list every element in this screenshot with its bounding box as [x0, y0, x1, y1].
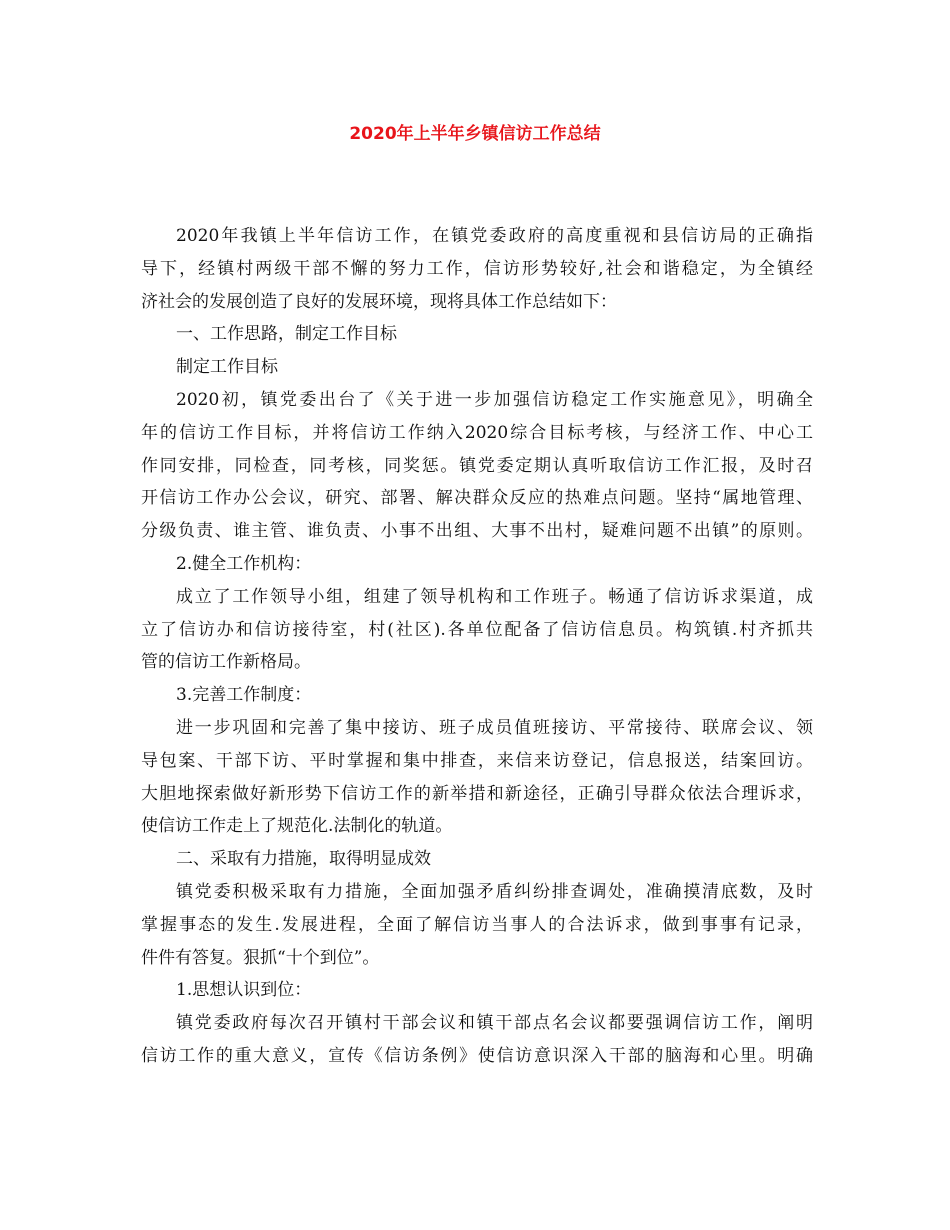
text-line: 3.完善工作制度： [176, 685, 312, 706]
text-line: 件件有答复。狠抓“十个到位”。 [141, 947, 380, 968]
text-line: 一、工作思路，制定工作目标 [176, 324, 397, 345]
text-line: 立了信访办和信访接待室，村(社区).各单位配备了信访信息员。构筑镇.村齐抓共 [141, 619, 813, 640]
text-line: 分级负责、谁主管、谁负责、小事不出组、大事不出村，疑难问题不出镇”的原则。 [141, 521, 813, 542]
text-line: 2020初，镇党委出台了《关于进一步加强信访稳定工作实施意见》，明确全 [176, 389, 813, 410]
text-line: 管的信访工作新格局。 [141, 652, 311, 673]
text-line: 使信访工作走上了规范化.法制化的轨道。 [141, 816, 453, 837]
text-line: 2020年我镇上半年信访工作，在镇党委政府的高度重视和县信访局的正确指 [176, 226, 813, 246]
text-line: 1.思想认识到位： [176, 980, 312, 1001]
text-line: 进一步巩固和完善了集中接访、班子成员值班接访、平常接待、联席会议、领 [176, 717, 813, 738]
text-line: 开信访工作办公会议，研究、部署、解决群众反应的热难点问题。坚持“属地管理、 [141, 488, 813, 509]
document-body [141, 220, 813, 1073]
text-line: 掌握事态的发生.发展进程，全面了解信访当事人的合法诉求，做到事事有记录， [141, 914, 813, 935]
text-line: 2.健全工作机构： [176, 553, 312, 574]
text-line: 济社会的发展创造了良好的发展环境，现将具体工作总结如下： [141, 291, 617, 312]
text-line: 年的信访工作目标，并将信访工作纳入2020综合目标考核，与经济工作、中心工 [141, 422, 813, 443]
text-line: 导包案、干部下访、平时掌握和集中排查，来信来访登记，信息报送，结案回访。 [141, 750, 813, 771]
document-title: 2020年上半年乡镇信访工作总结 [349, 124, 601, 144]
text-line: 二、采取有力措施，取得明显成效 [176, 849, 431, 870]
text-line: 作同安排，同检查，同考核，同奖惩。镇党委定期认真听取信访工作汇报，及时召 [141, 455, 813, 476]
text-line: 镇党委政府每次召开镇村干部会议和镇干部点名会议都要强调信访工作，阐明 [176, 1013, 813, 1034]
text-line: 信访工作的重大意义，宣传《信访条例》使信访意识深入干部的脑海和心里。明确 [141, 1045, 813, 1066]
text-line: 镇党委积极采取有力措施，全面加强矛盾纠纷排查调处，准确摸清底数，及时 [176, 881, 813, 902]
text-line: 导下，经镇村两级干部不懈的努力工作，信访形势较好,社会和谐稳定，为全镇经 [141, 258, 813, 279]
text-line: 大胆地探索做好新形势下信访工作的新举措和新途径，正确引导群众依法合理诉求， [141, 783, 813, 804]
text-line: 制定工作目标 [176, 357, 278, 378]
text-line: 成立了工作领导小组，组建了领导机构和工作班子。畅通了信访诉求渠道，成 [176, 586, 813, 607]
